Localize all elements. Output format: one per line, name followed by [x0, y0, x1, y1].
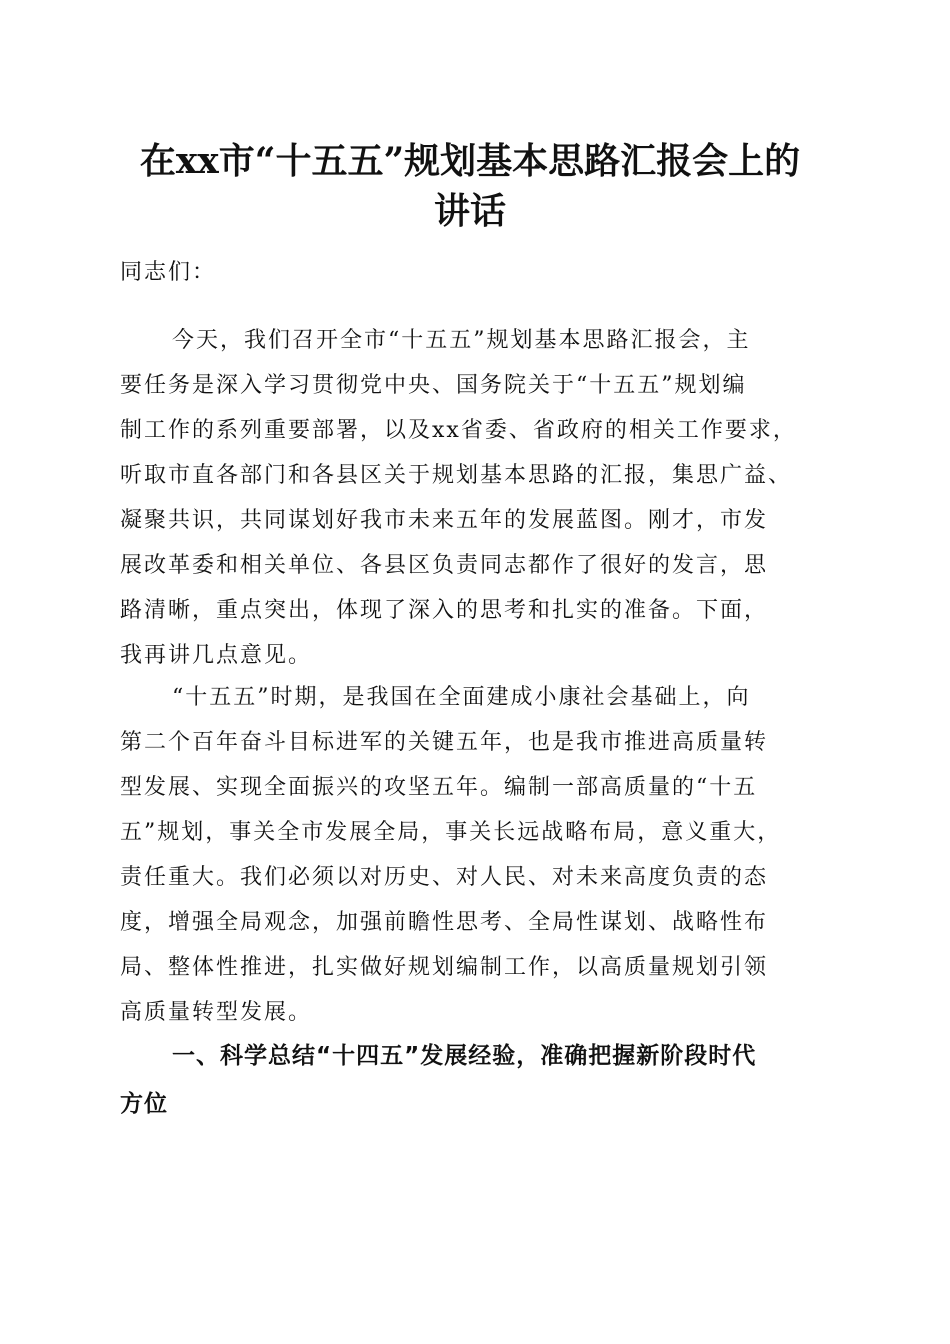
paragraph-line: 我再讲几点意见。: [120, 643, 313, 668]
paragraph-line: 型发展、实现全面振兴的攻坚五年。编制一部高质量的“十五: [120, 775, 758, 800]
document-title: [100, 136, 840, 236]
paragraph-line: 今天，我们召开全市“十五五”规划基本思路汇报会，主: [172, 328, 751, 353]
title-line: 讲话: [433, 190, 506, 232]
paragraph-line: 制工作的系列重要部署，以及xx省委、省政府的相关工作要求，: [120, 418, 797, 443]
paragraph-line: 要任务是深入学习贯彻党中央、国务院关于“十五五”规划编: [120, 373, 747, 398]
paragraph-line: 第二个百年奋斗目标进军的关键五年，也是我市推进高质量转: [120, 730, 769, 755]
paragraph-line: 展改革委和相关单位、各县区负责同志都作了很好的发言，思: [120, 553, 769, 578]
heading-line: 一、科学总结“十四五”发展经验，准确把握新阶段时代: [172, 1043, 757, 1069]
paragraph-line: 听取市直各部门和各县区关于规划基本思路的汇报，集思广益、: [120, 463, 793, 488]
paragraph-line: 凝聚共识，共同谋划好我市未来五年的发展蓝图。刚才，市发: [120, 508, 769, 533]
paragraph-line: 路清晰，重点突出，体现了深入的思考和扎实的准备。下面，: [120, 598, 769, 623]
paragraph-line: “十五五”时期，是我国在全面建成小康社会基础上，向: [172, 685, 751, 710]
paragraph-line: 高质量转型发展。: [120, 1000, 313, 1025]
title-line: 在xx市“十五五”规划基本思路汇报会上的: [139, 140, 801, 182]
paragraph-line: 责任重大。我们必须以对历史、对人民、对未来高度负责的态: [120, 865, 769, 890]
paragraph-line: 局、整体性推进，扎实做好规划编制工作，以高质量规划引领: [120, 955, 769, 980]
paragraph-line: 度，增强全局观念，加强前瞻性思考、全局性谋划、战略性布: [120, 910, 769, 935]
heading-line: 方位: [120, 1091, 168, 1117]
paragraph-opening: [120, 318, 840, 678]
section-heading-1: [120, 1032, 840, 1128]
paragraph-context: [120, 675, 840, 1035]
salutation: 同志们：: [120, 260, 217, 285]
paragraph-line: 五”规划，事关全市发展全局，事关长远战略布局，意义重大，: [120, 820, 782, 845]
